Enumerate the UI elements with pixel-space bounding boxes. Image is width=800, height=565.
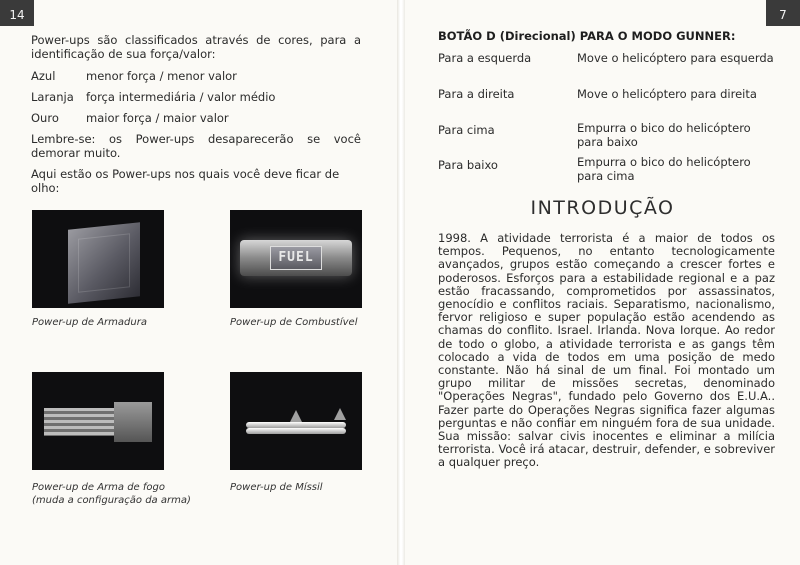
direction-label-right: Para a direita — [438, 87, 515, 101]
color-name: Laranja — [31, 90, 74, 104]
armor-plate-icon — [68, 222, 140, 304]
fuel-powerup-caption: Power-up de Combustível — [230, 317, 358, 328]
armor-powerup-caption: Power-up de Armadura — [32, 317, 147, 328]
powerup-intro-text: Power-ups são classificados através de cores, para a identificação de sua força/valor: — [31, 33, 361, 61]
color-desc: maior força / maior valor — [86, 111, 229, 125]
direction-desc-right: Move o helicóptero para direita — [577, 87, 757, 101]
color-name: Ouro — [31, 111, 59, 125]
fuel-canister-icon — [240, 240, 352, 276]
color-name: Azul — [31, 69, 56, 83]
armor-powerup-image — [32, 210, 164, 308]
remember-text: Lembre-se: os Power-ups desaparecerão se você demorar muito. — [31, 132, 361, 160]
fuel-label: FUEL — [270, 246, 322, 270]
weapon-powerup-caption: Power-up de Arma de fogo (muda a configuração da arma) — [32, 482, 191, 506]
page-number-left: 14 — [0, 0, 34, 26]
direction-label-down: Para baixo — [438, 158, 498, 172]
page-number-right: 7 — [766, 0, 800, 26]
missile-powerup-caption: Power-up de Míssil — [230, 482, 323, 493]
direction-desc-left: Move o helicóptero para esquerda — [577, 51, 774, 65]
gunner-mode-title: BOTÃO D (Direcional) PARA O MODO GUNNER: — [438, 29, 736, 43]
weapon-housing-icon — [114, 402, 152, 442]
introduction-title: INTRODUÇÃO — [530, 197, 675, 219]
lookout-text: Aqui estão os Power-ups nos quais você deve ficar de olho: — [31, 167, 340, 195]
direction-label-left: Para a esquerda — [438, 51, 532, 65]
direction-desc-down: Empurra o bico do helicóptero para cima — [577, 155, 751, 183]
direction-desc-up: Empurra o bico do helicóptero para baixo — [577, 121, 751, 149]
direction-label-up: Para cima — [438, 123, 495, 137]
color-desc: menor força / menor valor — [86, 69, 237, 83]
fuel-powerup-image — [230, 210, 362, 308]
left-page — [0, 0, 397, 565]
missile-fin-icon — [334, 408, 346, 420]
introduction-body: 1998. A atividade terrorista é a maior de todos os tempos. Pequenos, no entanto tecnologicamente avançados, grupos estão começando a crescer fortes e poderosos. Esforços para a estabilidade regional e a paz estão fracassando, comprometidos por assassinatos, genocídio e conflitos raciais. Separatismo, nacionalismo, fervor religioso e super população estão acendendo as chamas do conflito. Israel. Irlanda. Nova Iorque. Ao redor de todo o globo, a atividade terrorista e as gangs têm colocado a vida de todos em uma posição de medo constante. Não há sinal de um final. Foi montado um grupo militar de missões secretas, denominado "Operações Negras", fundado pelo Governo dos E.U.A.. Fazer parte do Operações Negras significa fazer algumas perguntas e não confiar em ninguém fora de sua unidade. Sua missão: salvar civis inocentes e eliminar a milícia terrorista. Você irá atacar, destruir, defender, e sobreviver a qualquer preço. — [438, 231, 775, 470]
color-desc: força intermediária / valor médio — [86, 90, 276, 104]
missile-fin-icon — [290, 410, 302, 422]
book-gutter — [397, 0, 405, 565]
missile-icon — [246, 428, 346, 434]
right-page — [405, 0, 800, 565]
weapon-powerup-image — [32, 372, 164, 470]
missile-powerup-image — [230, 372, 362, 470]
